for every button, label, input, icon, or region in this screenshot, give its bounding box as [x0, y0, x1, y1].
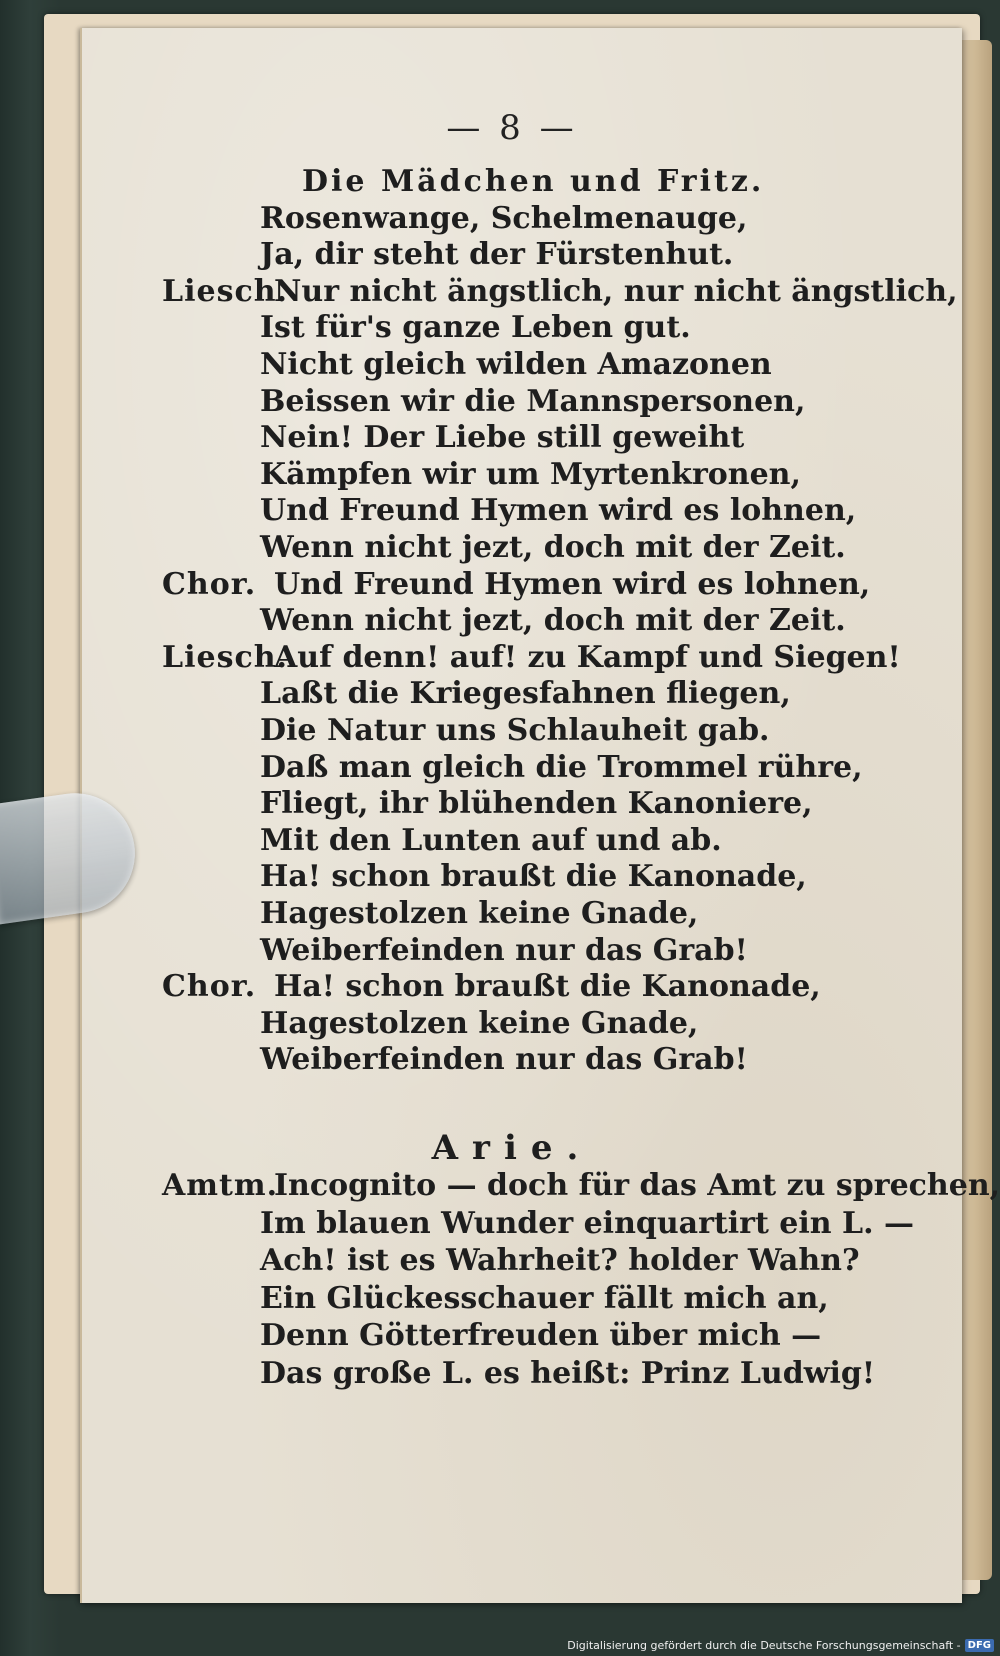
verse-line — [260, 201, 747, 236]
line-text: Wenn nicht jezt, doch mit der Zeit. — [260, 530, 846, 565]
verse-line — [260, 1243, 860, 1278]
verse-line — [302, 164, 764, 199]
line-text: Beissen wir die Mannspersonen, — [260, 383, 806, 419]
dfg-logo-icon: DFG — [965, 1639, 994, 1652]
speaker-name: Chor. — [162, 969, 257, 1005]
line-text: Mit den Lunten auf und ab. — [260, 822, 722, 858]
verse-line — [260, 823, 722, 858]
section-title: Arie. — [431, 1128, 593, 1168]
verse-line — [260, 1318, 821, 1353]
speaker-line — [162, 640, 901, 675]
verse-line — [260, 1206, 914, 1241]
verse-line — [260, 896, 698, 931]
verse-line — [260, 676, 791, 711]
speaker-line — [162, 567, 870, 602]
speaker-line — [162, 274, 958, 309]
line-text: Incognito — doch für das Amt zu sprechen, — [274, 1168, 1000, 1203]
footer-text: Digitalisierung gefördert durch die Deutsche Forschungsgemeinschaft - — [567, 1639, 961, 1652]
line-text: Ist für's ganze Leben gut. — [260, 310, 691, 346]
speaker-name: Chor. — [162, 566, 257, 602]
verse-line — [260, 493, 856, 528]
speaker-line — [162, 1168, 1000, 1203]
verse-line — [260, 420, 744, 455]
line-text: Nein! Der Liebe still geweiht — [260, 420, 745, 456]
verse-line — [260, 933, 748, 968]
book-page — [80, 28, 1000, 1603]
line-text: Im blauen Wunder einquartirt ein L. — — [260, 1205, 915, 1241]
verse-line — [260, 384, 805, 419]
line-text: Und Freund Hymen wird es lohnen, — [260, 493, 857, 529]
verse-line — [260, 347, 772, 382]
verse-line — [260, 786, 813, 821]
line-text: Laßt die Kriegesfahnen fliegen, — [260, 676, 791, 712]
line-text: Ein Glückesschauer fällt mich an, — [260, 1280, 829, 1316]
verse-line — [260, 1356, 875, 1391]
line-text: Kämpfen wir um Myrtenkronen, — [260, 456, 801, 492]
line-text: Denn Götterfreuden über mich — — [260, 1318, 822, 1353]
speaker-name: Liesch. — [162, 273, 288, 309]
speaker-line — [162, 969, 821, 1004]
line-text: Die Natur uns Schlauheit gab. — [260, 713, 770, 748]
line-text: Ja, dir steht der Fürstenhut. — [260, 237, 734, 273]
footer — [567, 1639, 994, 1652]
verse-line — [260, 1281, 829, 1316]
verse-line — [260, 237, 733, 272]
verse-line — [260, 859, 807, 894]
line-text: Die Mädchen und Fritz. — [302, 164, 765, 199]
line-text: Nur nicht ängstlich, nur nicht ängstlich, — [274, 273, 958, 309]
line-text: Ha! schon braußt die Kanonade, — [274, 969, 821, 1005]
line-text: Weiberfeinden nur das Grab! — [260, 1042, 748, 1078]
line-text: Auf denn! auf! zu Kampf und Siegen! — [274, 639, 901, 675]
line-text: Ha! schon braußt die Kanonade, — [260, 859, 807, 895]
line-text: Wenn nicht jezt, doch mit der Zeit. — [260, 603, 846, 639]
speaker-name: Liesch. — [162, 639, 288, 675]
verse-line — [260, 603, 846, 638]
line-text: Das große L. es heißt: Prinz Ludwig! — [260, 1355, 876, 1391]
line-text: Ach! ist es Wahrheit? holder Wahn? — [260, 1243, 860, 1278]
verse-line — [260, 713, 770, 748]
page-number: — 8 — — [446, 108, 578, 148]
line-text: Daß man gleich die Trommel rühre, — [260, 749, 863, 785]
speaker-name: Amtm. — [162, 1168, 279, 1203]
verse-line — [260, 1006, 698, 1041]
verse-line — [260, 310, 691, 345]
line-text: Hagestolzen keine Gnade, — [260, 1005, 699, 1041]
verse-line — [260, 457, 801, 492]
verse-line — [260, 1042, 748, 1077]
line-text: Rosenwange, Schelmenauge, — [260, 200, 748, 236]
verse-line — [260, 530, 846, 565]
line-text: Und Freund Hymen wird es lohnen, — [274, 566, 871, 602]
line-text: Fliegt, ihr blühenden Kanoniere, — [260, 786, 813, 822]
line-text: Nicht gleich wilden Amazonen — [260, 347, 772, 382]
verse-line — [260, 750, 863, 785]
line-text: Weiberfeinden nur das Grab! — [260, 932, 748, 968]
line-text: Hagestolzen keine Gnade, — [260, 896, 699, 931]
